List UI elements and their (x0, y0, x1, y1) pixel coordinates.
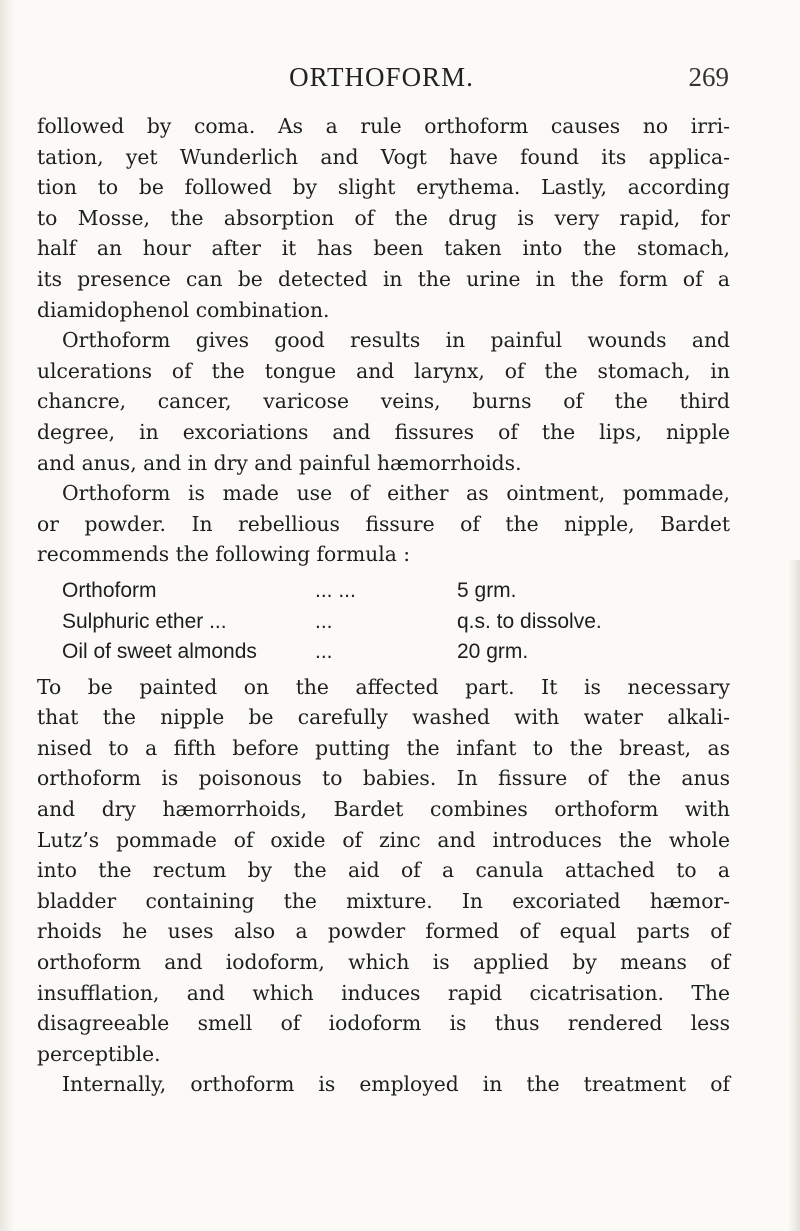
page-edge-right (788, 560, 800, 1231)
formula-row (37, 576, 730, 607)
text-line: followed by coma. As a rule orthoform causes no irri- (37, 114, 730, 138)
formula-leader: ... (315, 640, 333, 664)
paragraph-5 (37, 1069, 730, 1100)
text-line: nised to a fifth before putting the infant to the breast, as (37, 735, 730, 760)
text-line: or powder. In rebellious fissure of the nipple, Bardet (37, 511, 730, 536)
text-line: Orthoform gives good results in painful wounds and (62, 328, 730, 353)
text-line: to Mosse, the absorption of the drug is very rapid, for (37, 205, 730, 230)
text-line: perceptible. (37, 1041, 161, 1066)
text-line: bladder containing the mixture. In excoriated hæmor- (37, 888, 730, 913)
formula-leader: ... ... (315, 578, 356, 602)
formula-table (37, 576, 730, 668)
text-line: insufflation, and which induces rapid cicatrisation. The (37, 980, 730, 1005)
text-line: into the rectum by the aid of a canula attached to a (37, 858, 730, 883)
text-line: Orthoform is made use of either as ointment, pommade, (62, 481, 730, 506)
text-line: diamidophenol combination. (37, 297, 330, 322)
paragraph-1 (37, 111, 730, 325)
formula-amount: 5 grm. (457, 578, 517, 602)
text-line: tation, yet Wunderlich and Vogt have found its applica- (37, 144, 730, 169)
text-line: rhoids he uses also a powder formed of equal parts of (37, 919, 730, 944)
text-line: Internally, orthoform is employed in the treatment of (62, 1072, 730, 1097)
text-line: and anus, and in dry and painful hæmorrhoids. (37, 450, 522, 475)
text-line: orthoform is poisonous to babies. In fissure of the anus (37, 766, 730, 791)
formula-row (37, 637, 730, 668)
formula-ingredient: Orthoform (62, 578, 157, 602)
text-line: disagreeable smell of iodoform is thus rendered less (37, 1011, 730, 1036)
formula-amount: q.s. to dissolve. (457, 609, 602, 633)
text-line: chancre, cancer, varicose veins, burns of the third (37, 389, 730, 414)
running-title: ORTHOFORM. (289, 62, 474, 92)
formula-leader: ... (315, 609, 333, 633)
paragraph-2 (37, 325, 730, 478)
text-line: Lutz’s pommade of oxide of zinc and introduces the whole (37, 827, 730, 852)
paragraph-4 (37, 672, 730, 1070)
text-line: orthoform and iodoform, which is applied by means of (37, 950, 730, 975)
formula-row (37, 607, 730, 638)
text-line: To be painted on the affected part. It is necessary (37, 674, 730, 699)
formula-ingredient: Oil of sweet almonds (62, 640, 257, 664)
text-line: its presence can be detected in the urine in the form of a (37, 266, 730, 291)
text-line: degree, in excoriations and fissures of the lips, nipple (37, 419, 730, 444)
paragraph-3 (37, 478, 730, 570)
page-header (34, 62, 729, 98)
page-number: 269 (688, 62, 729, 92)
text-line: half an hour after it has been taken into the stomach, (37, 236, 730, 261)
body-text (37, 111, 730, 1100)
formula-amount: 20 grm. (457, 640, 529, 664)
text-line: tion to be followed by slight erythema. Lastly, according (37, 175, 730, 200)
text-line: recommends the following formula : (37, 542, 411, 567)
page-edge-left (0, 0, 14, 1231)
text-line: and dry hæmorrhoids, Bardet combines orthoform with (37, 797, 730, 822)
text-line: ulcerations of the tongue and larynx, of the stomach, in (37, 358, 730, 383)
formula-ingredient: Sulphuric ether ... (62, 609, 227, 633)
text-line: that the nipple be carefully washed with water alkali- (37, 705, 730, 730)
